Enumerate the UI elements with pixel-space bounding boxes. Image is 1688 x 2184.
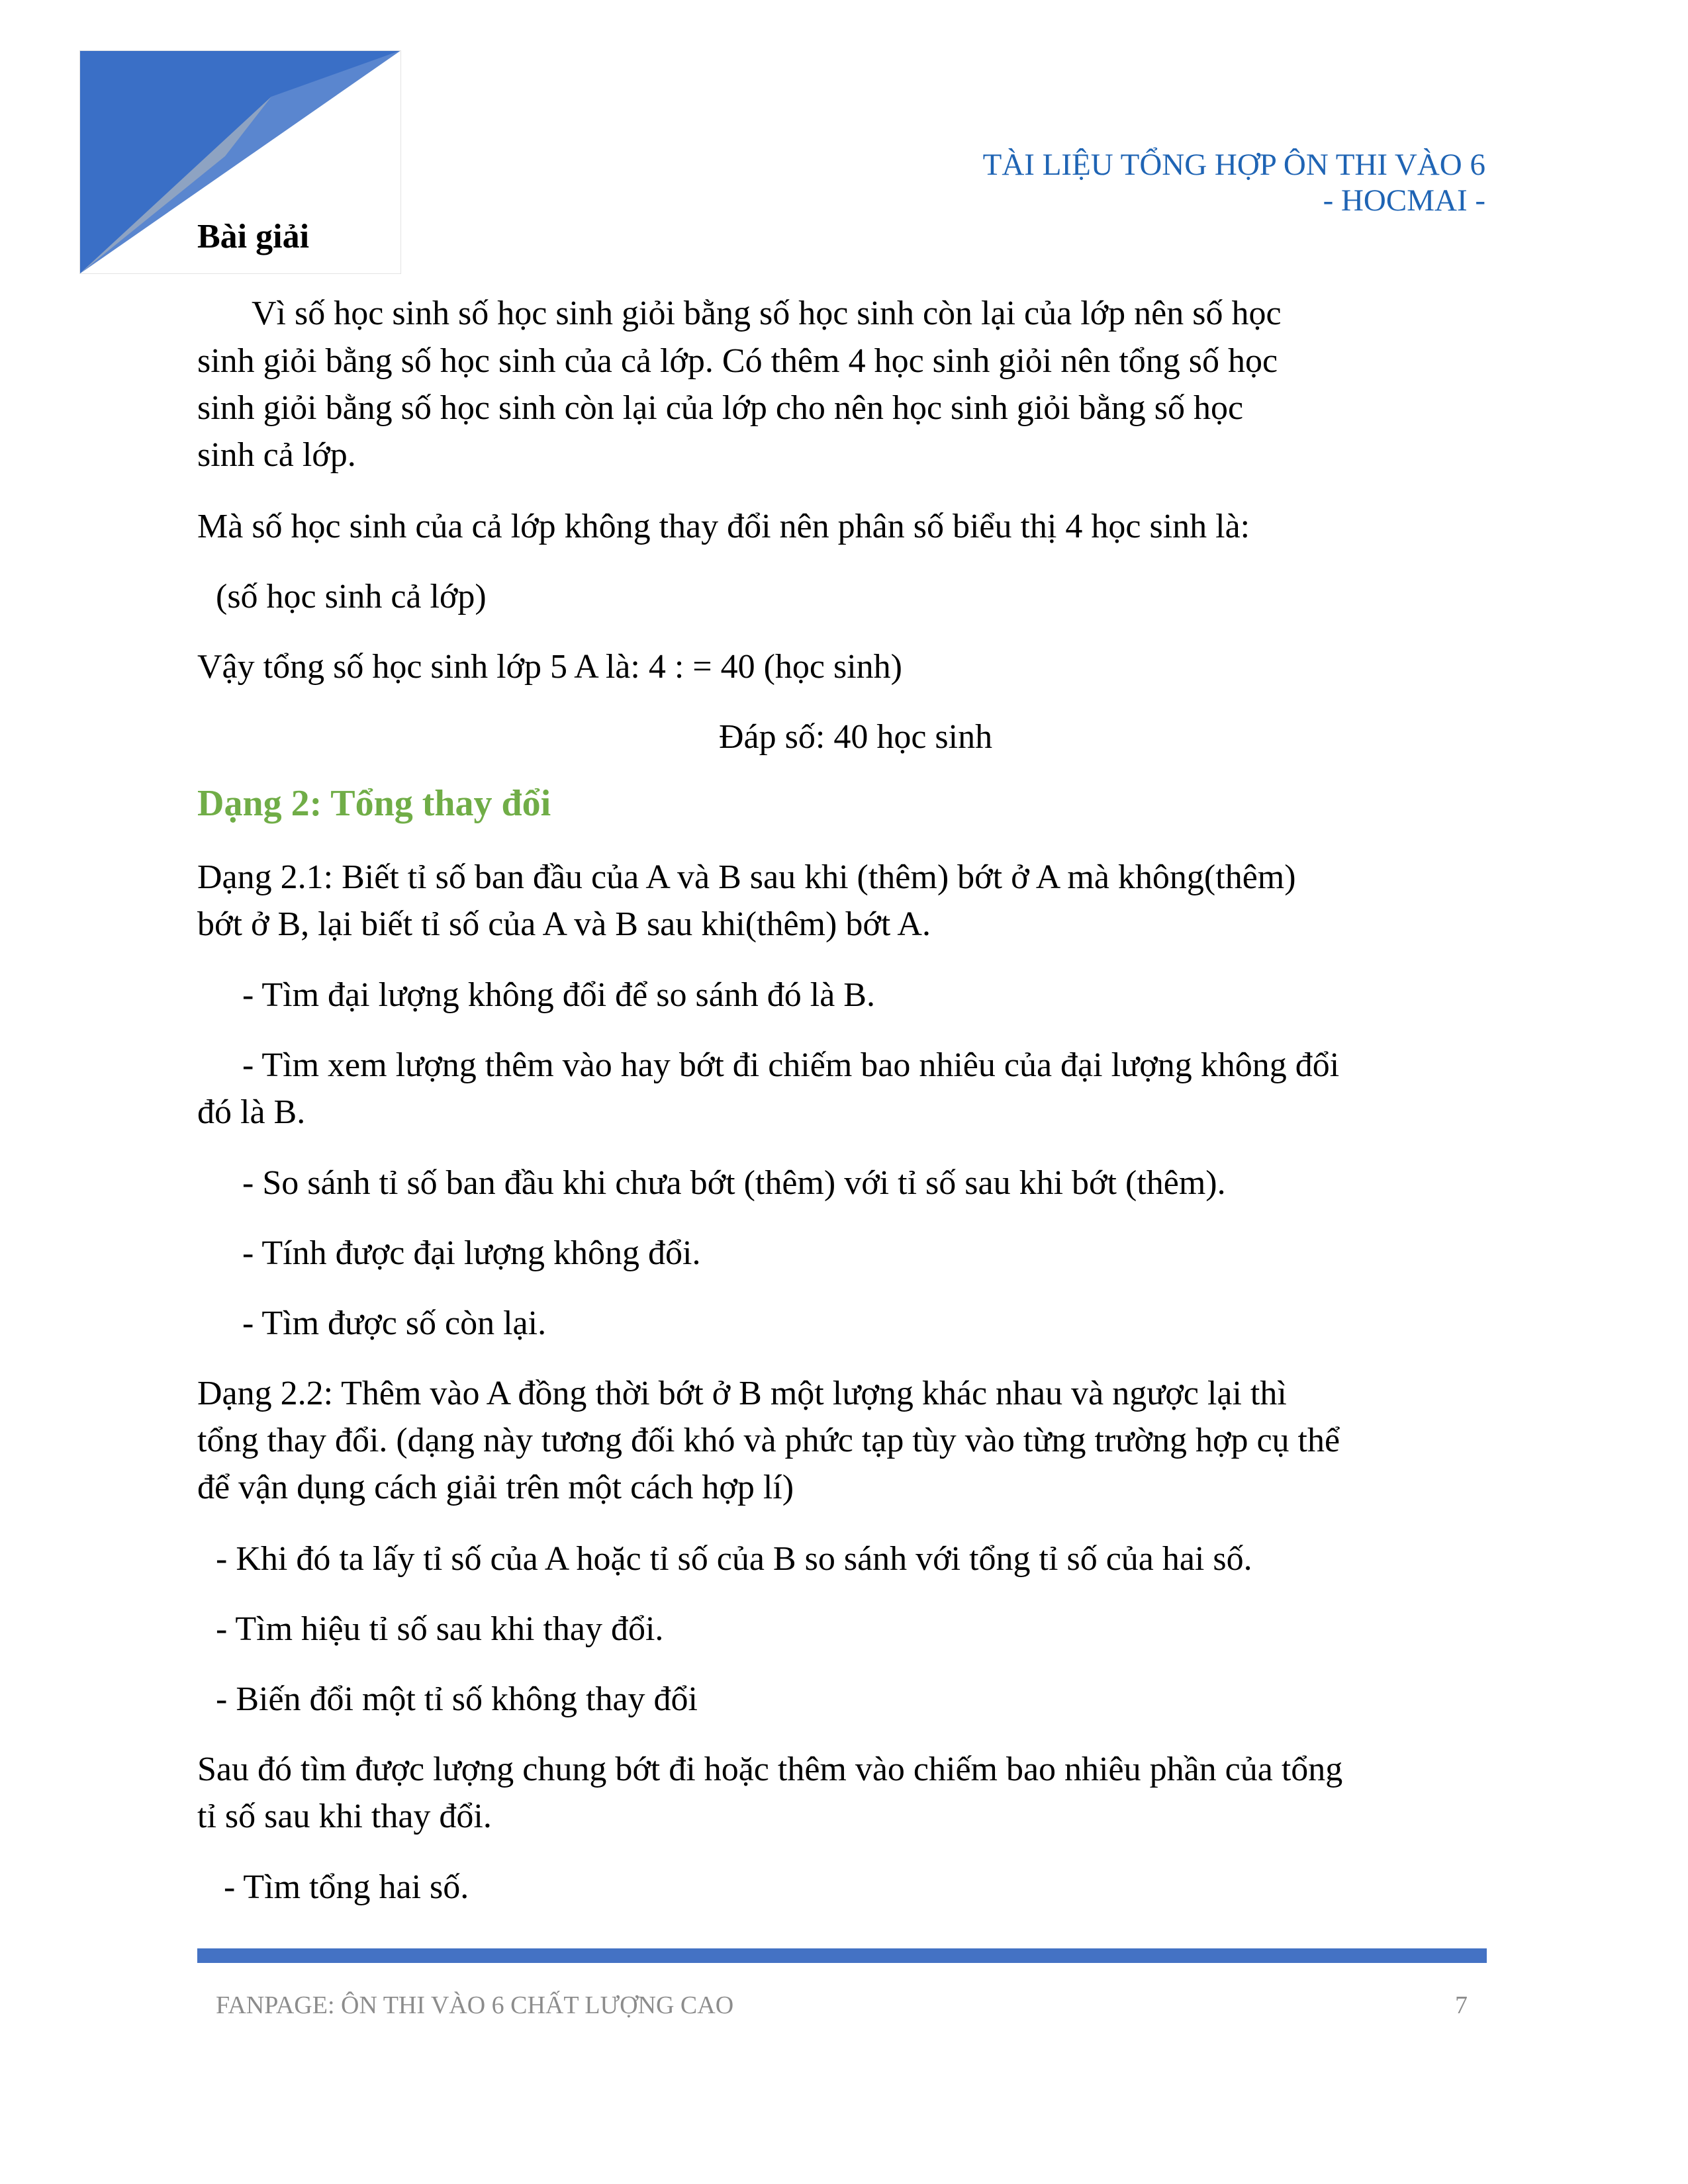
dang-2-2-step-3: - Biến đổi một tỉ số không thay đổi: [216, 1680, 698, 1718]
after-line-1: Sau đó tìm được lượng chung bớt đi hoặc thêm vào chiếm bao nhiêu phần của tổng: [197, 1751, 1343, 1788]
dang-2-1-step-5: - Tìm được số còn lại.: [242, 1304, 547, 1342]
dang-2-2-line-3: để vận dụng cách giải trên một cách hợp lí): [197, 1469, 794, 1506]
dang-2-2-line-2: tổng thay đổi. (dạng này tương đối khó và phức tạp tùy vào từng trường hợp cụ thể: [197, 1422, 1340, 1459]
after-line-2: tỉ số sau khi thay đổi.: [197, 1797, 492, 1835]
dang-2-2-step-2: - Tìm hiệu tỉ số sau khi thay đổi.: [216, 1610, 664, 1648]
solution-line-3: sinh giỏi bằng số học sinh còn lại của lớp cho nên học sinh giỏi bằng số học: [197, 389, 1244, 427]
solution-line-2: sinh giỏi bằng số học sinh của cả lớp. Có thêm 4 học sinh giỏi nên tổng số học: [197, 342, 1278, 380]
dang-2-1-step-3: - So sánh tỉ số ban đầu khi chưa bớt (thêm) với tỉ số sau khi bớt (thêm).: [242, 1164, 1226, 1202]
header-subtitle: - HOCMAI -: [1323, 183, 1485, 218]
page-number: 7: [1455, 1991, 1468, 2019]
solution-line-4: sinh cả lớp.: [197, 436, 356, 474]
dang-2-1-line-1: Dạng 2.1: Biết tỉ số ban đầu của A và B sau khi (thêm) bớt ở A mà không(thêm): [197, 858, 1296, 896]
section-heading-dang-2: Dạng 2: Tổng thay đổi: [197, 783, 551, 824]
section-title: Bài giải: [197, 218, 310, 255]
solution-paragraph-2: Mà số học sinh của cả lớp không thay đổi nên phân số biểu thị 4 học sinh là:: [197, 508, 1250, 545]
dang-2-1-step-2-line-1: - Tìm xem lượng thêm vào hay bớt đi chiếm bao nhiêu của đại lượng không đổi: [242, 1046, 1340, 1084]
dang-2-2-step-1: - Khi đó ta lấy tỉ số của A hoặc tỉ số của B so sánh với tổng tỉ số của hai số.: [216, 1540, 1252, 1578]
dang-2-1-step-2-line-2: đó là B.: [197, 1093, 306, 1131]
dang-2-1-line-2: bớt ở B, lại biết tỉ số của A và B sau khi(thêm) bớt A.: [197, 905, 931, 943]
dang-2-1-step-4: - Tính được đại lượng không đổi.: [242, 1234, 701, 1272]
solution-paragraph-3: (số học sinh cả lớp): [216, 578, 487, 615]
answer-line: Đáp số: 40 học sinh: [719, 718, 993, 756]
dang-2-1-step-1: - Tìm đại lượng không đổi để so sánh đó là B.: [242, 976, 875, 1014]
header-title: TÀI LIỆU TỔNG HỢP ÔN THI VÀO 6: [982, 148, 1485, 182]
final-step: - Tìm tổng hai số.: [224, 1868, 469, 1906]
dang-2-2-line-1: Dạng 2.2: Thêm vào A đồng thời bớt ở B một lượng khác nhau và ngược lại thì: [197, 1375, 1287, 1412]
footer-divider: [197, 1948, 1487, 1963]
solution-paragraph-4: Vậy tổng số học sinh lớp 5 A là: 4 : = 40 (học sinh): [197, 648, 902, 686]
footer-fanpage: FANPAGE: ÔN THI VÀO 6 CHẤT LƯỢNG CAO: [216, 1991, 734, 2019]
solution-line-1: Vì số học sinh số học sinh giỏi bằng số học sinh còn lại của lớp nên số học: [252, 295, 1282, 332]
